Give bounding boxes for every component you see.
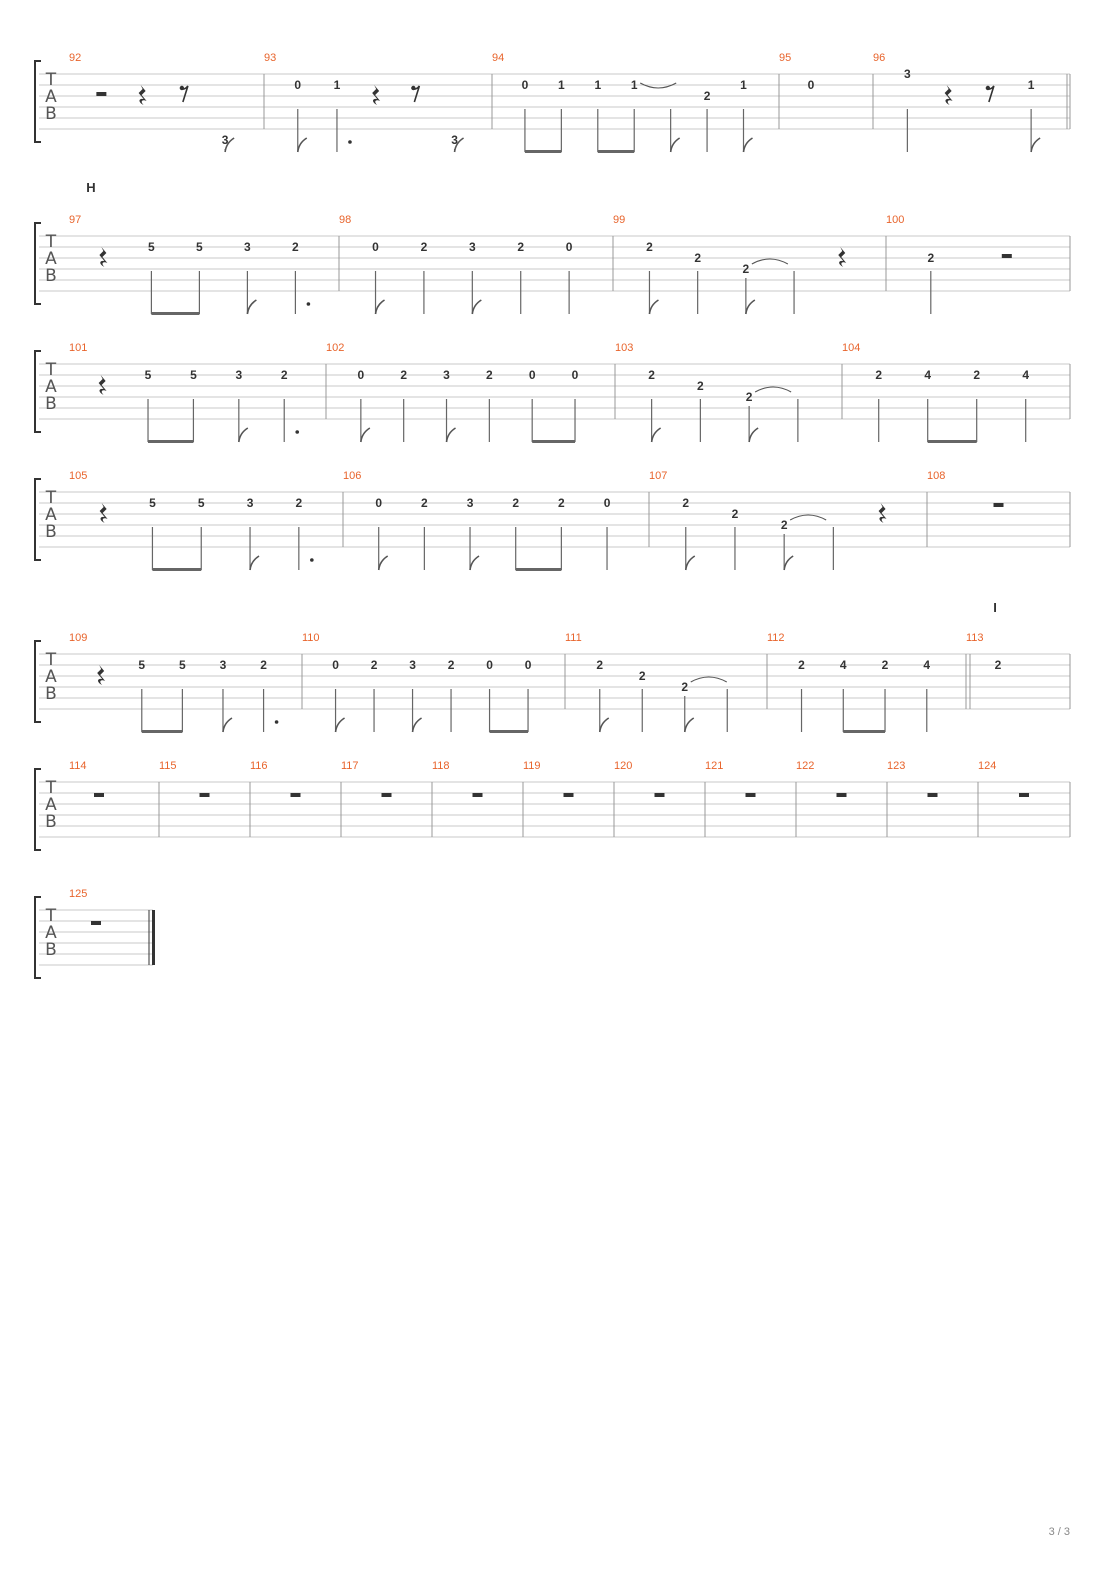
whole-rest	[746, 793, 756, 797]
measure-number: 100	[886, 214, 905, 226]
half-rest	[96, 92, 106, 96]
measure-number: 121	[705, 760, 724, 772]
measure	[523, 760, 574, 797]
fret-number: 1	[740, 78, 747, 92]
measure	[842, 342, 1029, 443]
beam	[516, 568, 562, 571]
fret-number: 2	[447, 658, 455, 672]
note-flag	[447, 428, 456, 442]
whole-rest	[200, 793, 210, 797]
measure	[343, 470, 611, 571]
measure	[69, 470, 314, 571]
fret-number: 0	[357, 368, 365, 382]
measure	[159, 760, 210, 797]
fret-number: 3	[443, 368, 450, 382]
measure	[69, 760, 104, 797]
fret-number: 4	[923, 658, 931, 672]
system-bracket	[35, 641, 41, 722]
tie-arc	[752, 259, 788, 264]
final-barline-thick	[152, 910, 155, 965]
fret-number: 2	[370, 658, 378, 672]
fret-number: 2	[400, 368, 408, 382]
fret-number: 2	[292, 240, 299, 254]
measure-number: 102	[326, 342, 345, 354]
measure-number: 118	[432, 760, 450, 772]
measure	[649, 470, 887, 570]
measure	[69, 888, 101, 925]
fret-number: 3	[466, 496, 474, 510]
rehearsal-mark: I	[993, 600, 997, 615]
note-flag	[744, 138, 753, 152]
fret-number: 2	[697, 379, 704, 393]
tab-system	[35, 888, 155, 978]
measure	[69, 632, 278, 733]
measure-number: 107	[649, 470, 668, 482]
note-flag	[247, 300, 256, 314]
fret-number: 2	[927, 251, 935, 265]
measure-number: 125	[69, 888, 88, 900]
fret-number: 2	[694, 251, 702, 265]
beam	[928, 440, 977, 443]
note-flag	[1031, 138, 1040, 152]
tab-clef-t: T	[45, 232, 57, 252]
measure-number: 120	[614, 760, 633, 772]
quarter-rest	[97, 665, 105, 685]
fret-number: 3	[904, 67, 911, 81]
measure	[613, 214, 846, 314]
eighth-rest-stroke	[987, 86, 994, 102]
tie-arc	[691, 677, 727, 682]
quarter-rest	[100, 503, 108, 523]
page-number: 3 / 3	[1048, 1526, 1070, 1538]
tab-clef-b: B	[45, 266, 57, 286]
beam	[532, 440, 575, 443]
whole-rest	[994, 503, 1004, 507]
fret-number: 1	[630, 78, 638, 92]
measure	[302, 632, 532, 733]
system-bracket	[35, 223, 41, 304]
fret-number: 2	[260, 658, 267, 672]
note-flag	[223, 718, 232, 732]
fret-number: 5	[148, 240, 155, 254]
note-flag	[784, 556, 793, 570]
fret-number: 5	[197, 496, 205, 510]
tab-clef-a: A	[45, 249, 57, 269]
measure	[886, 214, 1012, 314]
whole-rest	[382, 793, 392, 797]
fret-number: 4	[1022, 368, 1030, 382]
measure	[767, 632, 930, 733]
fret-number: 2	[596, 658, 604, 672]
fret-number: 3	[244, 240, 251, 254]
tab-clef-b: B	[45, 394, 57, 414]
system-bracket	[35, 479, 41, 560]
beam	[148, 440, 193, 443]
measure	[966, 632, 1002, 709]
measure-number: 92	[69, 52, 82, 64]
whole-rest	[91, 921, 101, 925]
fret-number: 2	[421, 496, 428, 510]
tab-clef-b: B	[45, 940, 57, 960]
note-flag	[376, 300, 385, 314]
fret-number: 0	[294, 78, 302, 92]
fret-number: 1	[558, 78, 565, 92]
measure	[69, 52, 234, 152]
fret-number: 5	[144, 368, 152, 382]
measure-number: 111	[565, 632, 582, 644]
measure	[978, 760, 1029, 797]
measure	[341, 760, 392, 797]
fret-number: 0	[524, 658, 532, 672]
fret-number: 1	[333, 78, 341, 92]
fret-number: 3	[235, 368, 243, 382]
quarter-rest	[879, 503, 887, 523]
beam	[152, 568, 201, 571]
fret-number: 5	[196, 240, 203, 254]
fret-number: 2	[638, 669, 646, 683]
whole-rest	[291, 793, 301, 797]
fret-number: 1	[594, 78, 602, 92]
note-flag	[746, 300, 755, 314]
augmentation-dot	[295, 430, 299, 434]
quarter-rest	[99, 247, 107, 267]
fret-number: 2	[994, 658, 1002, 672]
fret-number: 0	[565, 240, 573, 254]
fret-number: 3	[409, 658, 416, 672]
note-flag	[652, 428, 661, 442]
measure	[615, 342, 798, 442]
tie-arc	[790, 515, 826, 520]
beam	[843, 730, 885, 733]
measure-number: 124	[978, 760, 997, 772]
fret-number: 2	[798, 658, 805, 672]
tab-clef-a: A	[45, 667, 57, 687]
measure-number: 98	[339, 214, 352, 226]
whole-rest	[837, 793, 847, 797]
quarter-rest	[99, 375, 107, 395]
measure	[492, 52, 753, 153]
fret-number: 5	[138, 658, 146, 672]
fret-number: 3	[219, 658, 227, 672]
measure-number: 122	[796, 760, 815, 772]
fret-number: 2	[648, 368, 655, 382]
tab-clef-b: B	[45, 812, 57, 832]
fret-number: 2	[745, 390, 753, 404]
measure-number: 96	[873, 52, 886, 64]
note-flag	[336, 718, 345, 732]
fret-number: 2	[973, 368, 981, 382]
measure-number: 104	[842, 342, 861, 354]
fret-number: 2	[875, 368, 883, 382]
tab-system	[35, 342, 1070, 443]
eighth-rest-stroke	[181, 86, 188, 102]
measure-number: 106	[343, 470, 362, 482]
fret-number: 3	[246, 496, 254, 510]
fret-number: 0	[332, 658, 339, 672]
fret-number: 4	[839, 658, 847, 672]
measure-number: 105	[69, 470, 88, 482]
tab-clef-t: T	[45, 778, 57, 798]
fret-number: 2	[517, 240, 525, 254]
tab-clef-b: B	[45, 104, 57, 124]
measure	[927, 470, 1004, 507]
measure	[705, 760, 756, 797]
measure-number: 116	[250, 760, 268, 772]
fret-number: 2	[731, 507, 739, 521]
augmentation-dot	[275, 720, 279, 724]
measure-number: 97	[69, 214, 82, 226]
measure-number: 119	[523, 760, 541, 772]
tie-arc	[755, 387, 791, 392]
fret-number: 2	[881, 658, 889, 672]
measure	[796, 760, 847, 797]
measure-number: 113	[966, 632, 984, 644]
fret-number: 2	[420, 240, 428, 254]
measure-number: 94	[492, 52, 505, 64]
measure-number: 95	[779, 52, 792, 64]
fret-number: 2	[681, 680, 689, 694]
measure-number: 103	[615, 342, 634, 354]
tab-clef-t: T	[45, 650, 57, 670]
fret-number: 2	[558, 496, 565, 510]
fret-number: 2	[742, 262, 750, 276]
fret-number: 0	[521, 78, 529, 92]
measure	[69, 342, 299, 443]
fret-number: 3	[221, 133, 229, 147]
tab-system	[35, 470, 1070, 571]
note-flag	[600, 718, 609, 732]
fret-number: 0	[372, 240, 379, 254]
fret-number: 2	[780, 518, 788, 532]
fret-number: 2	[703, 89, 711, 103]
tab-clef-a: A	[45, 923, 57, 943]
whole-rest	[655, 793, 665, 797]
whole-rest	[928, 793, 938, 797]
note-flag	[298, 138, 307, 152]
system-bracket	[35, 769, 41, 850]
fret-number: 2	[682, 496, 690, 510]
fret-number: 0	[571, 368, 579, 382]
rehearsal-mark: H	[86, 180, 96, 195]
note-flag	[413, 718, 422, 732]
measure-number: 109	[69, 632, 88, 644]
tab-clef-a: A	[45, 505, 57, 525]
tab-system	[35, 760, 1070, 850]
measure	[264, 52, 464, 152]
beam	[490, 730, 529, 733]
measure-number: 112	[767, 632, 785, 644]
note-flag	[749, 428, 758, 442]
whole-rest	[564, 793, 574, 797]
measure	[873, 52, 1040, 152]
tab-system	[35, 180, 1070, 315]
measure	[887, 760, 938, 797]
tab-clef-t: T	[45, 906, 57, 926]
note-flag	[472, 300, 481, 314]
quarter-rest	[372, 85, 380, 105]
note-flag	[686, 556, 695, 570]
system-bracket	[35, 61, 41, 142]
fret-number: 2	[486, 368, 493, 382]
tab-clef-t: T	[45, 70, 57, 90]
measure	[565, 632, 727, 732]
note-flag	[239, 428, 248, 442]
beam	[598, 150, 634, 153]
note-flag	[685, 718, 694, 732]
measure	[339, 214, 573, 314]
measure-number: 99	[613, 214, 626, 226]
eighth-rest-stroke	[412, 86, 419, 102]
measure-number: 101	[69, 342, 88, 354]
fret-number: 2	[512, 496, 520, 510]
tab-clef-a: A	[45, 377, 57, 397]
fret-number: 1	[1027, 78, 1035, 92]
fret-number: 2	[295, 496, 303, 510]
measure	[69, 214, 310, 315]
measure-number: 110	[302, 632, 320, 644]
tab-system	[35, 52, 1070, 153]
quarter-rest	[945, 85, 953, 105]
measure-number: 117	[341, 760, 359, 772]
fret-number: 3	[468, 240, 476, 254]
whole-rest	[94, 793, 104, 797]
fret-number: 4	[924, 368, 932, 382]
measure	[614, 760, 665, 797]
fret-number: 2	[280, 368, 288, 382]
measure	[432, 760, 483, 797]
fret-number: 2	[646, 240, 653, 254]
measure	[326, 342, 579, 443]
fret-number: 0	[528, 368, 536, 382]
measure-number: 123	[887, 760, 906, 772]
note-flag	[649, 300, 658, 314]
measure-number: 114	[69, 760, 87, 772]
measure-number: 115	[159, 760, 177, 772]
quarter-rest	[139, 85, 147, 105]
tab-clef-b: B	[45, 684, 57, 704]
fret-number: 0	[603, 496, 611, 510]
system-bracket	[35, 351, 41, 432]
augmentation-dot	[307, 302, 311, 306]
measure	[779, 52, 815, 92]
beam	[525, 150, 561, 153]
note-flag	[250, 556, 259, 570]
quarter-rest	[838, 247, 846, 267]
tab-clef-t: T	[45, 488, 57, 508]
note-flag	[361, 428, 370, 442]
fret-number: 5	[190, 368, 197, 382]
tab-clef-a: A	[45, 795, 57, 815]
half-rest	[1002, 254, 1012, 258]
tab-clef-t: T	[45, 360, 57, 380]
beam	[151, 312, 199, 315]
note-flag	[379, 556, 388, 570]
beam	[142, 730, 183, 733]
fret-number: 5	[149, 496, 156, 510]
tab-clef-b: B	[45, 522, 57, 542]
note-flag	[470, 556, 479, 570]
note-flag	[671, 138, 680, 152]
augmentation-dot	[348, 140, 352, 144]
fret-number: 5	[179, 658, 186, 672]
fret-number: 0	[807, 78, 815, 92]
measure-number: 108	[927, 470, 946, 482]
fret-number: 0	[375, 496, 383, 510]
fret-number: 3	[451, 133, 458, 147]
measure-number: 93	[264, 52, 277, 64]
augmentation-dot	[310, 558, 314, 562]
tab-system	[35, 600, 1070, 733]
measure	[250, 760, 301, 797]
tab-clef-a: A	[45, 87, 57, 107]
whole-rest	[473, 793, 483, 797]
system-bracket	[35, 897, 41, 978]
whole-rest	[1019, 793, 1029, 797]
fret-number: 0	[486, 658, 493, 672]
